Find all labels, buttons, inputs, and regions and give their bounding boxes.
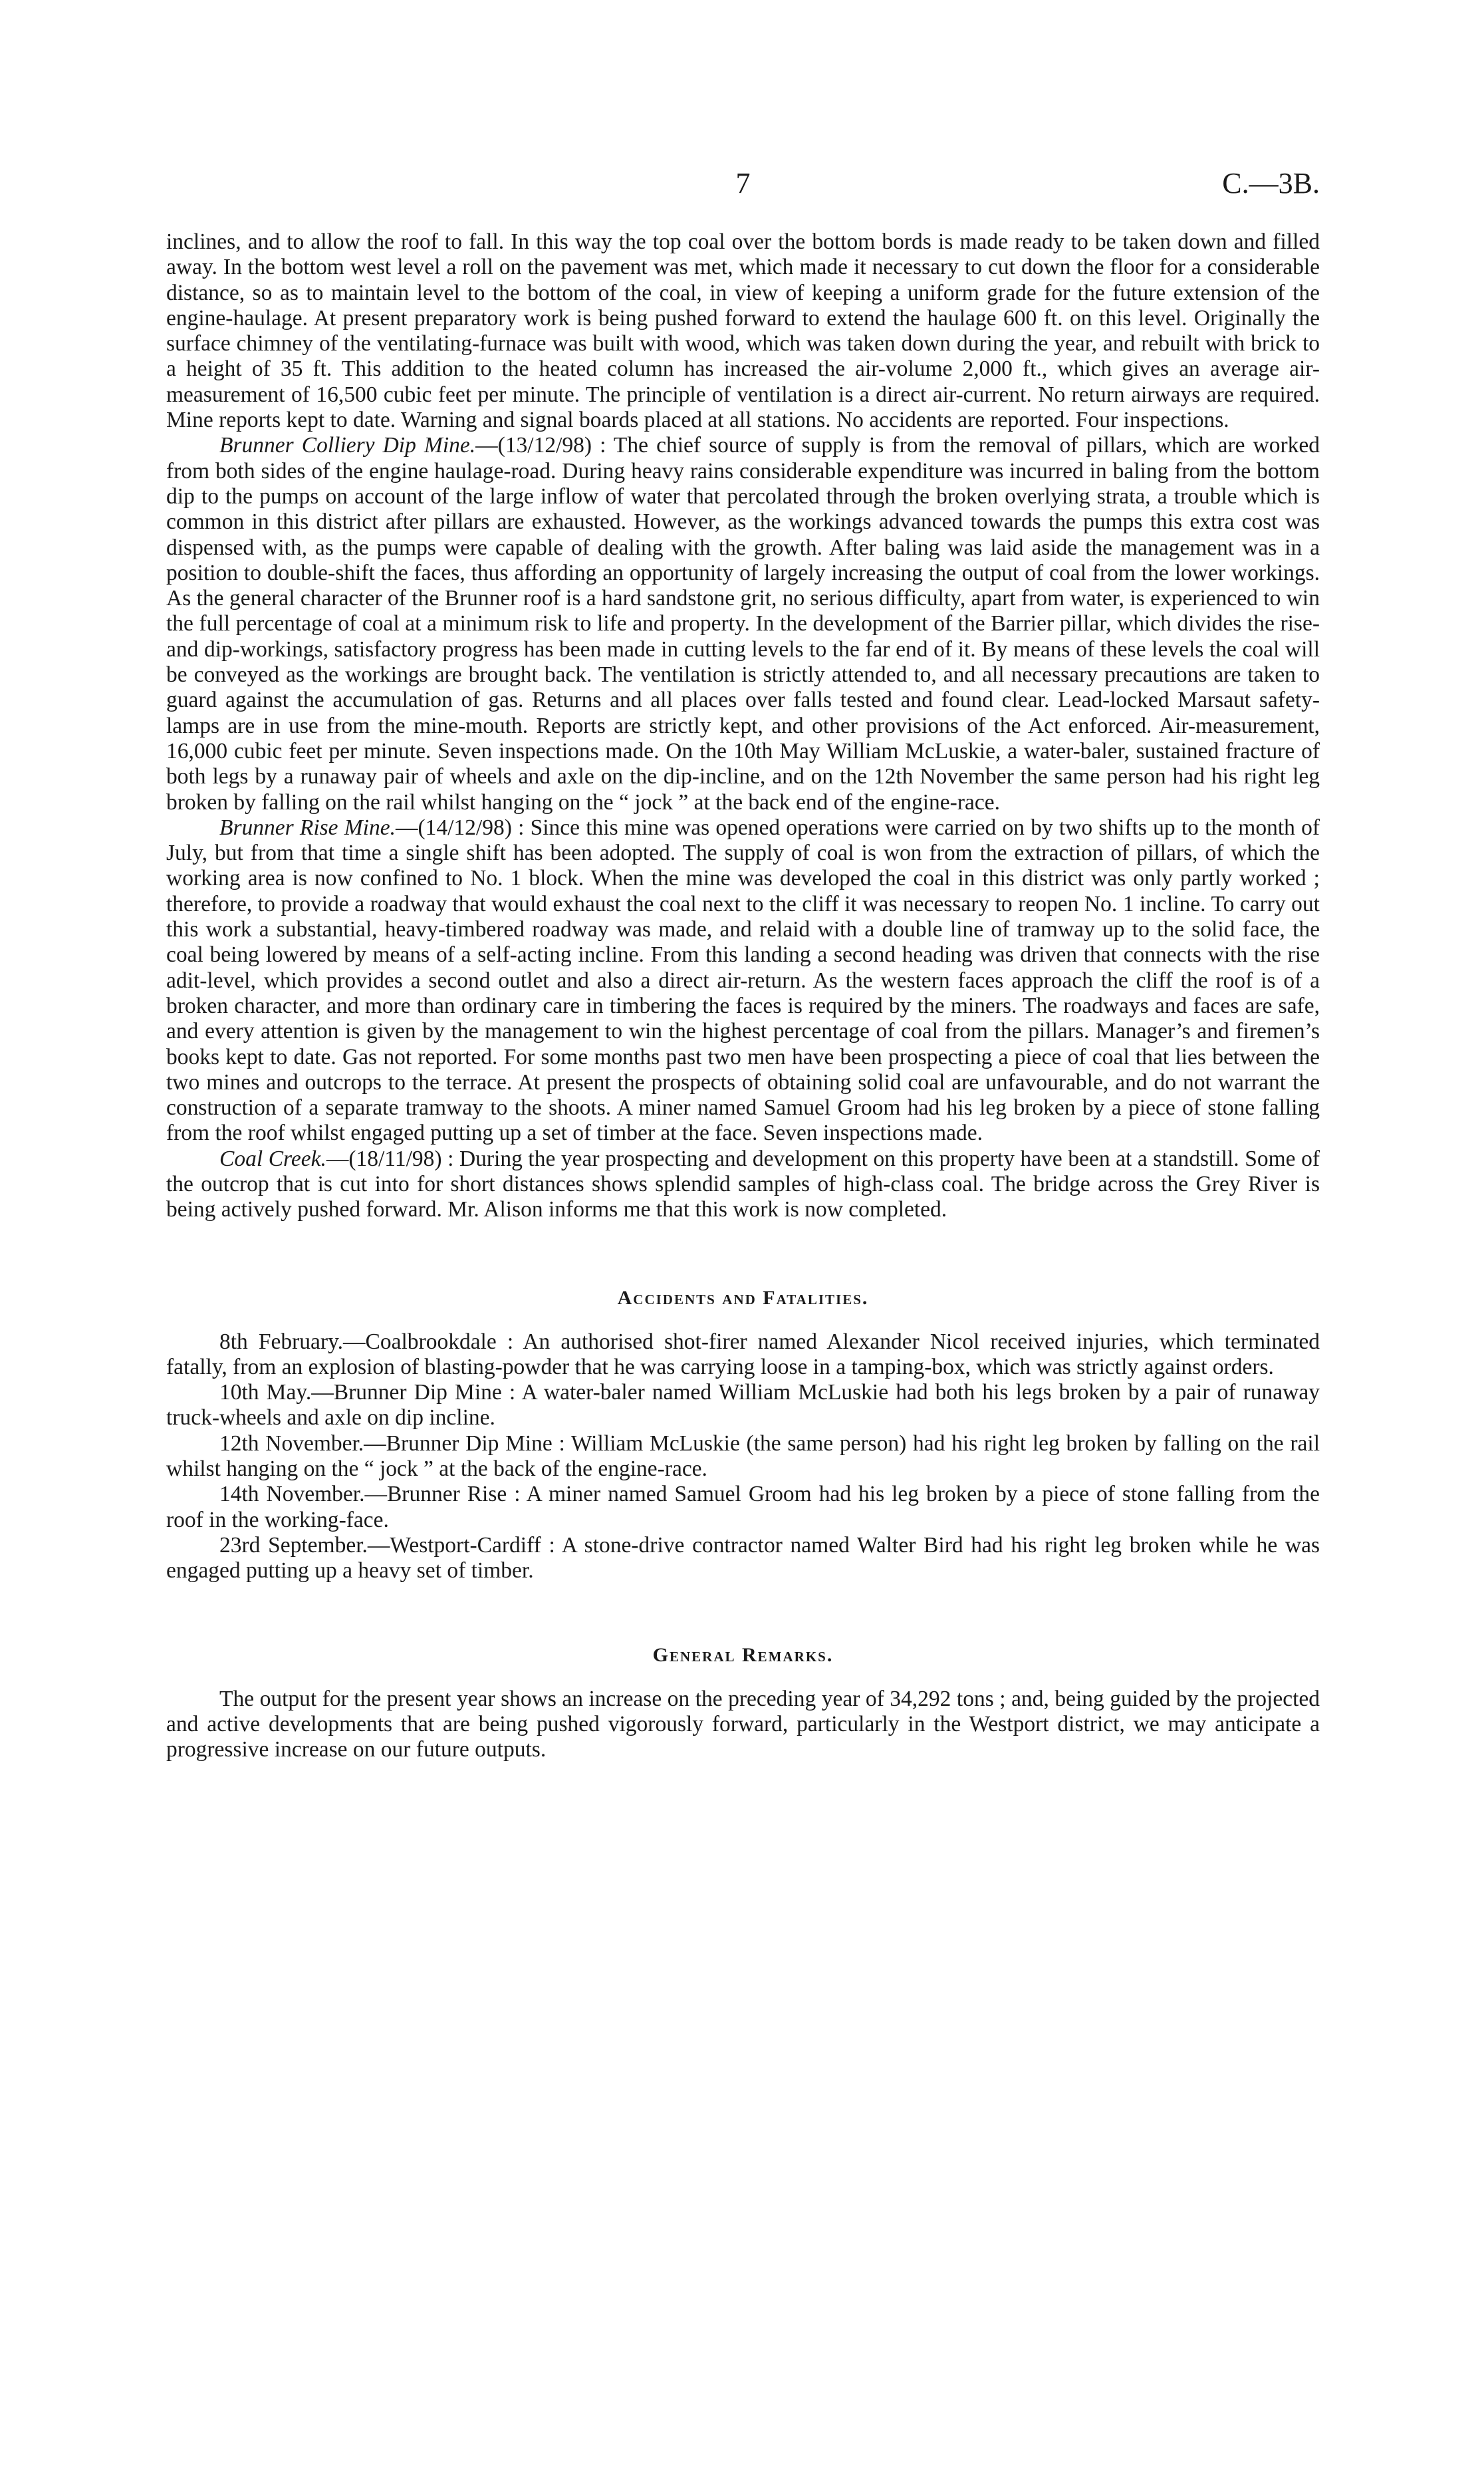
page-body [166, 229, 1320, 1762]
page-header [166, 166, 1320, 206]
mine-paragraph-brunner-rise [166, 815, 1320, 1147]
mine-report-text: —(18/11/98) : During the year prospecting and development on this property have been at a standstill. Some of the outcrop that is cut into for short distances shows splendid samples of high-class coal. The bridge across the Grey River is being actively pushed forward. Mr. Alison informs me that this work is now completed. [166, 1146, 1320, 1222]
page-number: 7 [735, 167, 751, 200]
mine-report-text: —(13/12/98) : The chief source of supply is from the removal of pillars, which are worked from both sides of the engine haulage-road. During heavy rains considerable expenditure was incurred in baling from the bottom dip to the pumps on account of the large inflow of water that percolated through the broken overlying strata, a trouble which is common in this district after pillars are exhausted. However, as the workings advanced towards the pumps this extra cost was dispensed with, as the pumps were capable of dealing with the growth. After baling was laid aside the management was in a position to double-shift the faces, thus affording an opportunity of largely increasing the output of coal from the lower workings. As the general character of the Brunner roof is a hard sandstone grit, no serious difficulty, apart from water, is experienced to win the full percentage of coal at a minimum risk to life and property. In the development of the Barrier pillar, which divides the rise- and dip-workings, satisfactory progress has been made in cutting levels to the far end of it. By means of these levels the coal will be conveyed as the workings are brought back. The ventilation is strictly attended to, and all necessary precautions are taken to guard against the accumulation of gas. Returns and all places over falls tested and found clear. Lead-locked Marsaut safety-lamps are in use from the mine-mouth. Reports are strictly kept, and other provisions of the Act enforced. Air-measurement, 16,000 cubic feet per minute. Seven inspections made. On the 10th May William McLuskie, a water-baler, sustained fracture of both legs by a runaway pair of wheels and axle on the dip-incline, and on the 12th November the same person had his right leg broken by falling on the rail whilst hanging on the “ jock ” at the back end of the engine-race. [166, 433, 1320, 815]
mine-name: Coal Creek. [219, 1146, 326, 1171]
accident-entry: 8th February.—Coalbrookdale : An authorised shot-firer named Alexander Nicol received injuries, which terminated fatally, from an explosion of blasting-powder that he was carrying loose in a tamping-box, which was strictly against orders. [166, 1329, 1320, 1379]
mine-report-text: —(14/12/98) : Since this mine was opened operations were carried on by two shifts up to the month of July, but from that time a single shift has been adopted. The supply of coal is won from the extraction of pillars, of which the working area is now confined to No. 1 block. When the mine was developed the coal in this district was only partly worked ; therefore, to provide a roadway that would exhaust the coal next to the cliff it was necessary to reopen No. 1 incline. To carry out this work a substantial, heavy-timbered roadway was made, and relaid with a double line of tramway up to the solid face, the coal being lowered by means of a self-acting incline. From this landing a second heading was driven that connects with the rise adit-level, which provides a second outlet and also a direct air-return. As the western faces approach the cliff the roof is of a broken character, and more than ordinary care in timbering the faces is required by the miners. The roadways and faces are safe, and every attention is given by the management to win the highest percentage of coal from the pillars. Manager’s and firemen’s books kept to date. Gas not reported. For some months past two men have been prospecting a piece of coal that lies between the two mines and outcrops to the terrace. At present the prospects of obtaining solid coal are unfavourable, and do not warrant the construction of a separate tramway to the shoots. A miner named Samuel Groom had his leg broken by a piece of stone falling from the roof whilst engaged putting up a set of timber at the face. Seven inspections made. [166, 815, 1320, 1146]
section-heading-accidents: Accidents and Fatalities. [617, 1286, 869, 1309]
section-heading-general-remarks: General Remarks. [652, 1643, 834, 1666]
intro-paragraph: inclines, and to allow the roof to fall. In this way the top coal over the bottom bords is made ready to be taken down and filled away. In the bottom west level a roll on the pavement was met, which made it necessary to cut down the floor for a considerable distance, so as to maintain level to the bottom of the coal, in view of keeping a uniform grade for the future extension of the engine-haulage. At present preparatory work is being pushed forward to extend the haulage 600 ft. on this level. Originally the surface chimney of the ventilating-furnace was built with wood, which was taken down during the year, and rebuilt with brick to a height of 35 ft. This addition to the heated column has increased the air-volume 2,000 ft., which gives an average air-measurement of 16,500 cubic feet per minute. The principle of ventilation is a direct air-current. No return airways are required. Mine reports kept to date. Warning and signal boards placed at all stations. No accidents are reported. Four inspections. [166, 229, 1320, 433]
accident-entry: 23rd September.—Westport-Cardiff : A stone-drive contractor named Walter Bird had his right leg broken while he was engaged putting up a heavy set of timber. [166, 1532, 1320, 1583]
accident-entry: 14th November.—Brunner Rise : A miner named Samuel Groom had his leg broken by a piece of stone falling from the roof in the working-face. [166, 1482, 1320, 1532]
general-remarks-paragraph: The output for the present year shows an increase on the preceding year of 34,292 tons ; and, being guided by the projected and active developments that are being pushed vigorously forward, particularly in the Westport district, we may anticipate a progressive increase on our future outputs. [166, 1686, 1320, 1762]
paper-code: C.—3B. [1222, 167, 1320, 200]
accident-entry: 12th November.—Brunner Dip Mine : William McLuskie (the same person) had his right leg broken by falling on the rail whilst hanging on the “ jock ” at the back of the engine-race. [166, 1431, 1320, 1482]
accident-entry: 10th May.—Brunner Dip Mine : A water-baler named William McLuskie had both his legs broken by a pair of runaway truck-wheels and axle on dip incline. [166, 1380, 1320, 1431]
mine-paragraph-brunner-dip [166, 433, 1320, 815]
mine-name: Brunner Colliery Dip Mine. [219, 433, 476, 458]
mine-paragraph-coal-creek [166, 1147, 1320, 1223]
mine-name: Brunner Rise Mine. [219, 815, 396, 840]
